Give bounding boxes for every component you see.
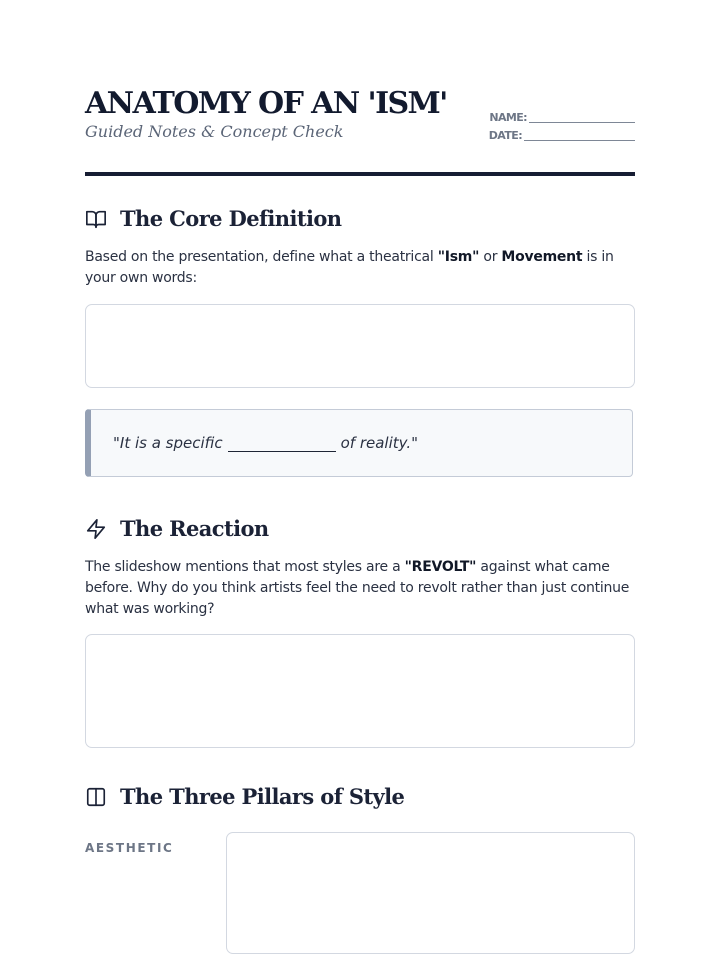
- page-subtitle: Guided Notes & Concept Check: [85, 122, 344, 141]
- section-title: The Core Definition: [120, 206, 342, 231]
- section-title: The Three Pillars of Style: [120, 784, 405, 809]
- name-line[interactable]: [529, 110, 635, 123]
- definition-prompt: Based on the presentation, define what a theatrical "Ism" or Movement is in your own words:: [85, 249, 614, 286]
- name-field[interactable]: [485, 110, 635, 124]
- page-title: ANATOMY OF AN 'ISM': [85, 86, 447, 121]
- definition-answer-box[interactable]: [85, 304, 635, 388]
- section-core-definition: [85, 206, 341, 231]
- section-three-pillars: [85, 784, 404, 809]
- book-open-icon: [85, 208, 107, 230]
- quote-text: "It is a specific of reality.": [113, 434, 419, 452]
- name-label: NAME:: [489, 111, 527, 124]
- fill-in-quote: [85, 409, 633, 477]
- aesthetic-answer-box[interactable]: [226, 832, 635, 954]
- section-title: The Reaction: [120, 516, 269, 541]
- reaction-prompt: The slideshow mentions that most styles are a "REVOLT" against what came before. Why do you think artists feel the need to revolt rather than just continue what was working?: [85, 559, 630, 617]
- lightning-icon: [85, 518, 107, 540]
- pillar-label-aesthetic: AESTHETIC: [85, 841, 174, 855]
- worksheet-page: [85, 0, 635, 932]
- date-line[interactable]: [524, 128, 635, 141]
- columns-icon: [85, 786, 107, 808]
- header-divider: [85, 172, 635, 176]
- reaction-answer-box[interactable]: [85, 634, 635, 748]
- section-reaction: [85, 516, 269, 541]
- date-field[interactable]: [485, 128, 635, 142]
- quote-blank[interactable]: [228, 437, 336, 452]
- date-label: DATE:: [488, 129, 522, 142]
